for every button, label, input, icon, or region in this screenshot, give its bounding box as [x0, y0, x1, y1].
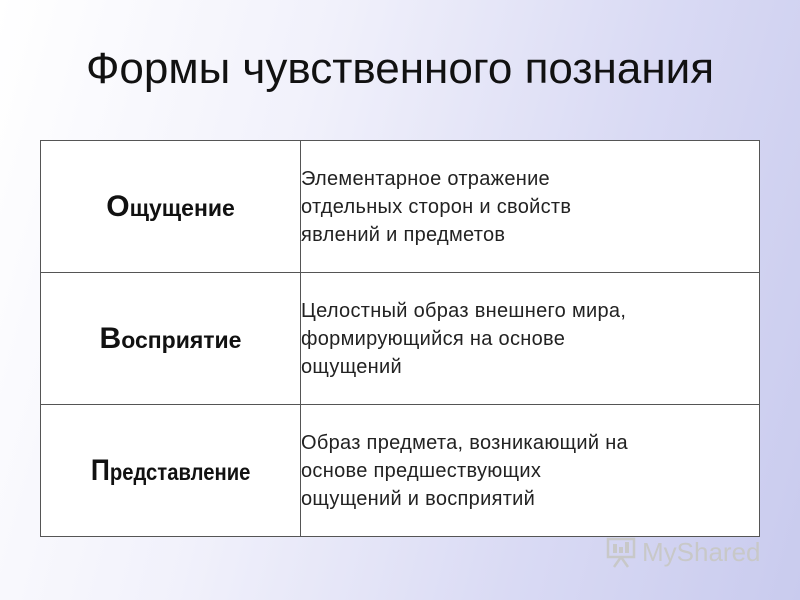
definition-cell	[301, 141, 760, 273]
definition-line: явлений и предметов	[301, 223, 506, 246]
definition-line: Образ предмета, возникающий на	[301, 431, 628, 454]
table-row	[41, 141, 760, 273]
slide-title: Формы чувственного познания	[85, 44, 715, 93]
definition-line: ощущений	[301, 355, 402, 378]
definition-line: ощущений и восприятий	[301, 487, 536, 510]
term-representation: Представление	[90, 453, 251, 487]
watermark	[606, 536, 761, 568]
presentation-board-icon	[606, 536, 636, 568]
definition-line: отдельных сторон и свойств	[301, 195, 572, 218]
definition-line: основе предшествующих	[301, 459, 542, 482]
term-sensation: Ощущение	[106, 189, 235, 223]
term-cell	[41, 141, 301, 273]
definition-cell	[301, 273, 760, 405]
term-cell	[41, 405, 301, 537]
definition-line: Элементарное отражение	[301, 167, 550, 190]
definition-line: Целостный образ внешнего мира,	[301, 299, 627, 322]
watermark-text: MyShared	[642, 536, 761, 567]
definition-cell	[301, 405, 760, 537]
term-perception: Восприятие	[99, 321, 242, 355]
table-row	[41, 273, 760, 405]
definition-line: формирующийся на основе	[301, 327, 566, 350]
table-row	[41, 405, 760, 537]
term-cell	[41, 273, 301, 405]
forms-table	[40, 140, 760, 537]
